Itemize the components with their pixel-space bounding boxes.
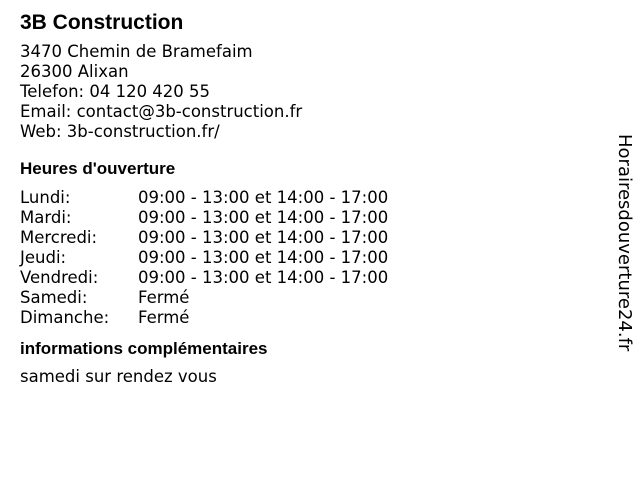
day-hours: Fermé bbox=[138, 308, 190, 327]
hours-row-dimanche bbox=[20, 308, 580, 328]
day-label: Mardi: bbox=[20, 208, 72, 227]
day-label: Samedi: bbox=[20, 288, 88, 307]
hours-row-mercredi bbox=[20, 228, 580, 248]
business-name: 3B Construction bbox=[20, 11, 184, 34]
info-text: samedi sur rendez vous bbox=[20, 367, 217, 386]
address-street: 3470 Chemin de Bramefaim bbox=[20, 42, 253, 61]
day-hours: 09:00 - 13:00 et 14:00 - 17:00 bbox=[138, 188, 389, 207]
phone-line: Telefon: 04 120 420 55 bbox=[20, 82, 211, 101]
info-heading: informations complémentaires bbox=[20, 339, 268, 358]
day-label: Dimanche: bbox=[20, 308, 110, 327]
email-line: Email: contact@3b-construction.fr bbox=[20, 102, 303, 121]
day-hours: Fermé bbox=[138, 288, 190, 307]
hours-row-jeudi bbox=[20, 248, 580, 268]
hours-row-lundi bbox=[20, 188, 580, 208]
side-brand-text: Horairesdouverture24.fr bbox=[614, 134, 635, 352]
address-city: 26300 Alixan bbox=[20, 62, 129, 81]
day-label: Jeudi: bbox=[20, 248, 67, 267]
hours-row-vendredi bbox=[20, 268, 580, 288]
day-hours: 09:00 - 13:00 et 14:00 - 17:00 bbox=[138, 208, 389, 227]
day-label: Lundi: bbox=[20, 188, 71, 207]
web-line: Web: 3b-construction.fr/ bbox=[20, 122, 220, 141]
day-label: Vendredi: bbox=[20, 268, 99, 287]
day-hours: 09:00 - 13:00 et 14:00 - 17:00 bbox=[138, 268, 389, 287]
day-hours: 09:00 - 13:00 et 14:00 - 17:00 bbox=[138, 248, 389, 267]
hours-row-samedi bbox=[20, 288, 580, 308]
hours-table bbox=[20, 188, 580, 328]
day-label: Mercredi: bbox=[20, 228, 98, 247]
hours-heading: Heures d'ouverture bbox=[20, 159, 176, 178]
day-hours: 09:00 - 13:00 et 14:00 - 17:00 bbox=[138, 228, 389, 247]
business-card bbox=[20, 10, 580, 387]
hours-row-mardi bbox=[20, 208, 580, 228]
